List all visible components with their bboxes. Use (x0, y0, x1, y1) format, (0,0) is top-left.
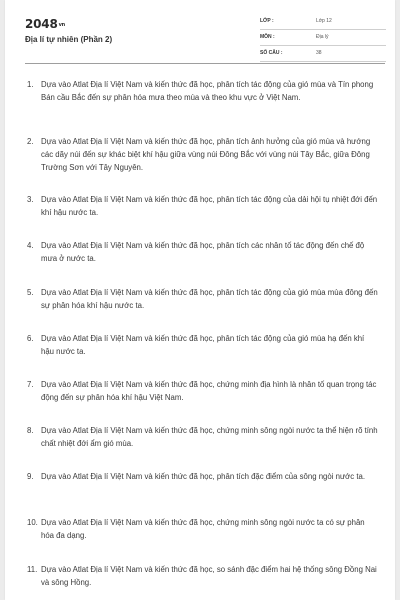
meta-row-subject (260, 30, 386, 46)
question-number: 6. (27, 334, 34, 343)
grade-value: Lớp 12 (316, 18, 332, 24)
question-text: Dựa vào Atlat Địa lí Việt Nam và kiến thức đã học, phân tích ảnh hưởng của gió mùa và hướng các dãy núi đến sự khác biệt khí hậu giữa vùng núi Đông Bắc với vùng núi Tây Bắc, giữa Đông Trường Sơn với Tây Nguyên. (41, 137, 371, 172)
question-number: 1. (27, 80, 34, 89)
question-number: 4. (27, 241, 34, 250)
question-number: 2. (27, 137, 34, 146)
subject-value: Địa lý (316, 34, 329, 40)
question-item (5, 470, 395, 516)
question-text: Dựa vào Atlat Địa lí Việt Nam và kiến thức đã học, so sánh đặc điểm hai hệ thống sông Đồng Nai và sông Hồng. (41, 565, 377, 587)
question-number: 11. (27, 565, 38, 574)
question-item (5, 135, 395, 193)
question-count-value: 38 (316, 50, 322, 56)
question-number: 3. (27, 195, 34, 204)
question-text: Dựa vào Atlat Địa lí Việt Nam và kiến thức đã học, phân tích tác động của dải hội tụ nhiệt đới đến khí hậu nước ta. (41, 195, 378, 217)
grade-label: LỚP : (260, 18, 274, 24)
question-number: 10. (27, 518, 38, 527)
question-text: Dựa vào Atlat Địa lí Việt Nam và kiến thức đã học, chứng minh sông ngòi nước ta thể hiện rõ tính chất nhiệt đới ẩm gió mùa. (41, 426, 378, 448)
question-text: Dựa vào Atlat Địa lí Việt Nam và kiến thức đã học, phân tích các nhân tố tác động đến chế độ mưa ở nước ta. (41, 241, 365, 263)
question-item (5, 424, 395, 470)
header-divider (25, 63, 385, 64)
question-item (5, 516, 395, 563)
question-number: 7. (27, 380, 34, 389)
meta-row-question-count (260, 46, 386, 62)
question-text: Dựa vào Atlat Địa lí Việt Nam và kiến thức đã học, phân tích tác động của gió mùa hạ đến khí hậu nước ta. (41, 334, 365, 356)
question-text: Dựa vào Atlat Địa lí Việt Nam và kiến thức đã học, chứng minh địa hình là nhân tố quan trọng tác động đến sự phân hóa khí hậu Việt Nam. (41, 380, 377, 402)
question-text: Dựa vào Atlat Địa lí Việt Nam và kiến thức đã học, phân tích tác động của gió mùa và Tín phong Bán cầu Bắc đến sự phân hóa mưa theo mùa và theo khu vực ở Việt Nam. (41, 80, 374, 102)
question-text: Dựa vào Atlat Địa lí Việt Nam và kiến thức đã học, chứng minh sông ngòi nước ta có sự phân hóa đa dạng. (41, 518, 365, 540)
worksheet-page (5, 0, 395, 600)
question-item (5, 193, 395, 239)
meta-row-grade (260, 14, 386, 30)
question-item (5, 332, 395, 378)
question-number: 8. (27, 426, 34, 435)
logo-suffix: vn (58, 22, 66, 28)
question-count-label: SỐ CÂU : (260, 50, 283, 56)
question-number: 9. (27, 472, 34, 481)
question-text: Dựa vào Atlat Địa lí Việt Nam và kiến thức đã học, phân tích tác động của gió mùa mùa đông đến sự phân hóa khí hậu nước ta. (41, 288, 378, 310)
question-item (5, 378, 395, 424)
document-title: Địa lí tự nhiên (Phần 2) (25, 35, 113, 44)
logo-text: 2048 (25, 17, 58, 31)
question-list (5, 78, 395, 593)
question-item (5, 239, 395, 286)
site-logo[interactable] (25, 17, 65, 31)
question-text: Dựa vào Atlat Địa lí Việt Nam và kiến thức đã học, phân tích đặc điểm của sông ngòi nước ta. (41, 472, 366, 481)
subject-label: MÔN : (260, 34, 275, 40)
meta-info (260, 14, 386, 62)
question-number: 5. (27, 288, 34, 297)
worksheet-header (5, 0, 395, 62)
question-item (5, 78, 395, 135)
question-item (5, 286, 395, 332)
question-item (5, 563, 395, 593)
